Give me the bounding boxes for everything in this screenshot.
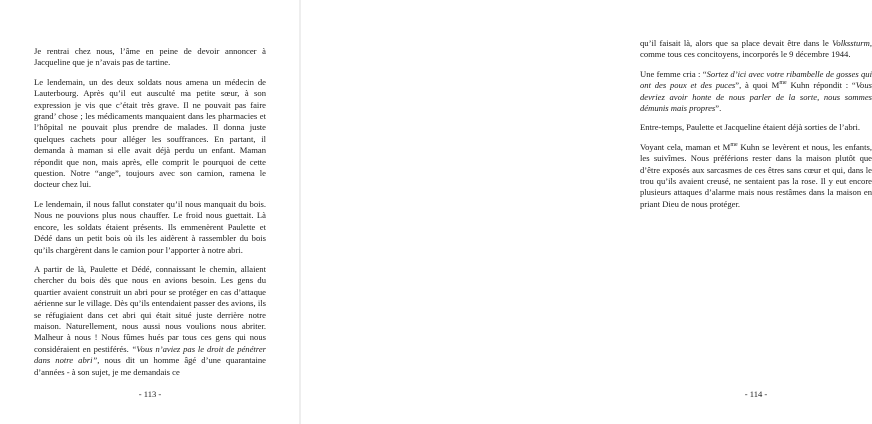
left-page-body	[34, 46, 266, 378]
text-run: ”, à quoi M	[735, 80, 780, 91]
paragraph	[640, 142, 872, 210]
text-run: Je rentrai chez nous, l’âme en peine de devoir annoncer à Jacqueline que je n’avais pas de tartine.	[34, 46, 266, 68]
paragraph	[34, 77, 266, 191]
text-run: qu’il faisait là, alors que sa place devait être dans le	[640, 38, 833, 48]
text-run: Kuhn se levèrent et nous, les enfants, les suivîmes. Nous préférions rester dans la maison plutôt que d’être exposés aux sarcasmes de ces êtres sans cœur et qui, dans le trou qu’ils avaient creusé, ne sentaient pas la rose. Il y eut encore plusieurs attaques d’alarme mais nous restâmes dans la maison en priant Dieu de nous protéger.	[640, 141, 872, 209]
text-run: Voyant cela, maman et M	[640, 141, 731, 152]
paragraph	[34, 199, 266, 256]
left-page	[0, 0, 300, 424]
italic-run: “Vous n’aviez pas le droit de pénétrer dans notre abri”	[34, 343, 266, 366]
text-run: Le lendemain, il nous fallut constater qu’il nous manquait du bois. Nous ne pouvions plus nous chauffer. Le froid nous guettait. Là encore, les soldats étaient présents. Ils emmenèrent Paulette et Dédé dans un petit bois où ils les aidèrent à rassembler du bois qu’ils chargèrent dans le camion pour l’apporter à notre abri.	[34, 198, 266, 255]
paragraph	[34, 264, 266, 378]
text-run: A partir de là, Paulette et Dédé, connaissant le chemin, allaient chercher du bois dès que nous en avions besoin. Les gens du quartier avaient construit un abri pour se protéger en cas d’attaque aérienne sur le village. Dès qu’ils entendaient passer des avions, ils se réfugiaient dans cet abri qui était situé juste derrière notre maison. Naturellement, nous aussi nous voulions nous abriter. Malheur à nous ! Nous fûmes hués par tous ces gens qui nous considéraient en pestiférés.	[34, 263, 266, 354]
paragraph	[640, 122, 872, 133]
text-run: , comme tous ces concitoyens, incorporés le 9 décembre 1944.	[640, 38, 872, 60]
text-run: Le lendemain, un des deux soldats nous amena un médecin de Lauterbourg. Après qu’il eut ausculté ma petite sœur, à son expression je vis que c’était très grave. Il ne pouvait pas faire grand’ chose ; les médicaments manquaient dans les pharmacies et l’hôpital ne pouvait plus prendre de malades. Il donna juste quelques cachets pour alléger les souffrances. En partant, il demanda à maman si elle avait déjà perdu un enfant. Maman répondit que non, mais après, elle comprit le pourquoi de cette question. Notre “ange”, toujours avec son camion, ramena le docteur chez lui.	[34, 76, 266, 190]
left-page-number: - 113 -	[138, 389, 162, 399]
right-page-number: - 114 -	[744, 389, 768, 399]
paragraph	[640, 38, 872, 61]
right-page-body	[640, 38, 872, 210]
paragraph	[640, 69, 872, 115]
italic-run: Sortez d’ici avec votre ribambelle de gosses qui ont des poux et des puces	[640, 68, 872, 91]
paragraph	[34, 46, 266, 69]
right-page	[300, 0, 872, 424]
italic-run: Vous devriez avoir honte de nous parler de la sorte, nous sommes démunis mais propres	[640, 80, 872, 114]
text-run: Entre-temps, Paulette et Jacqueline étaient déjà sorties de l’abri.	[640, 122, 861, 133]
text-run: ”.	[715, 103, 722, 114]
superscript-run: me	[779, 80, 787, 87]
text-run: Une femme cria : “	[640, 68, 707, 79]
text-run: Kuhn répondit : “	[786, 80, 856, 91]
italic-run: Volkssturm	[832, 38, 870, 48]
superscript-run: me	[730, 141, 738, 148]
text-run: , nous dit un homme âgé d’une quarantaine d’années - à son sujet, je me demandais ce	[34, 355, 266, 377]
